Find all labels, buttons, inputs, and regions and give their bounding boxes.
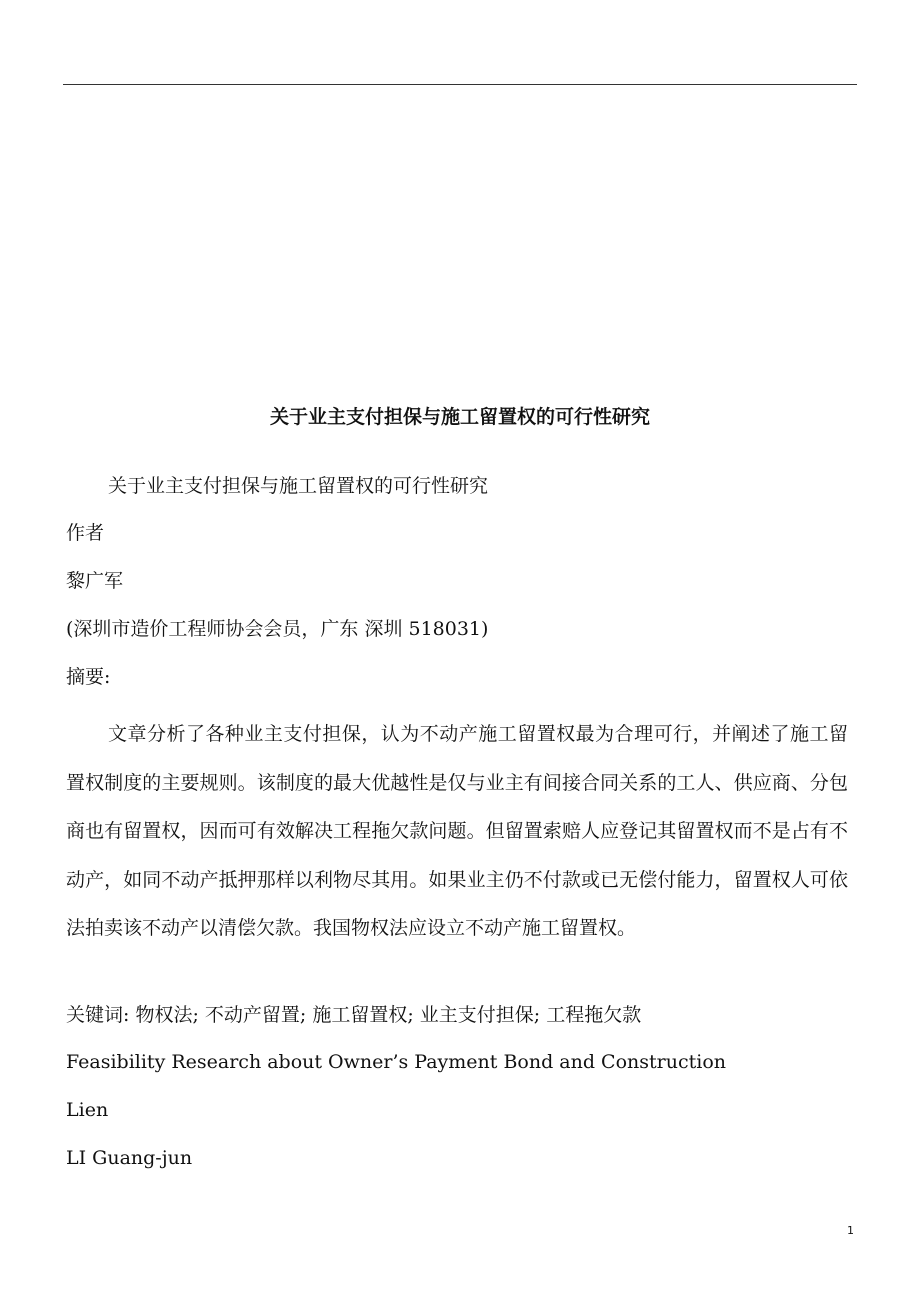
english-title-line-1: Feasibility Research about Owner’s Payment Bond and Construction <box>66 1051 727 1073</box>
author-label: 作者 <box>66 522 105 544</box>
english-title-line-2: Lien <box>66 1099 109 1121</box>
english-author: LI Guang-jun <box>66 1147 193 1169</box>
abstract-label: 摘要: <box>66 666 111 688</box>
author-affiliation: (深圳市造价工程师协会会员，广东 深圳 518031) <box>66 618 489 640</box>
article-subtitle: 关于业主支付担保与施工留置权的可行性研究 <box>108 475 489 497</box>
page-title: 关于业主支付担保与施工留置权的可行性研究 <box>269 406 650 428</box>
abstract-text: 文章分析了各种业主支付担保，认为不动产施工留置权最为合理可行，并阐述了施工留置权制度的主要规则。该制度的最大优越性是仅与业主有间接合同关系的工人、供应商、分包商也有留置权，因而可有效解决工程拖欠款问题。但留置索赔人应登记其留置权而不是占有不动产，如同不动产抵押那样以利物尽其用。如果业主仍不付款或已无偿付能力，留置权人可依法拍卖该不动产以清偿欠款。我国物权法应设立不动产施工留置权。 <box>66 723 848 939</box>
page-number: 1 <box>847 1224 854 1237</box>
keywords: 关键词: 物权法; 不动产留置; 施工留置权; 业主支付担保; 工程拖欠款 <box>66 1004 642 1026</box>
author-name: 黎广军 <box>66 570 124 592</box>
header-rule <box>63 84 857 85</box>
